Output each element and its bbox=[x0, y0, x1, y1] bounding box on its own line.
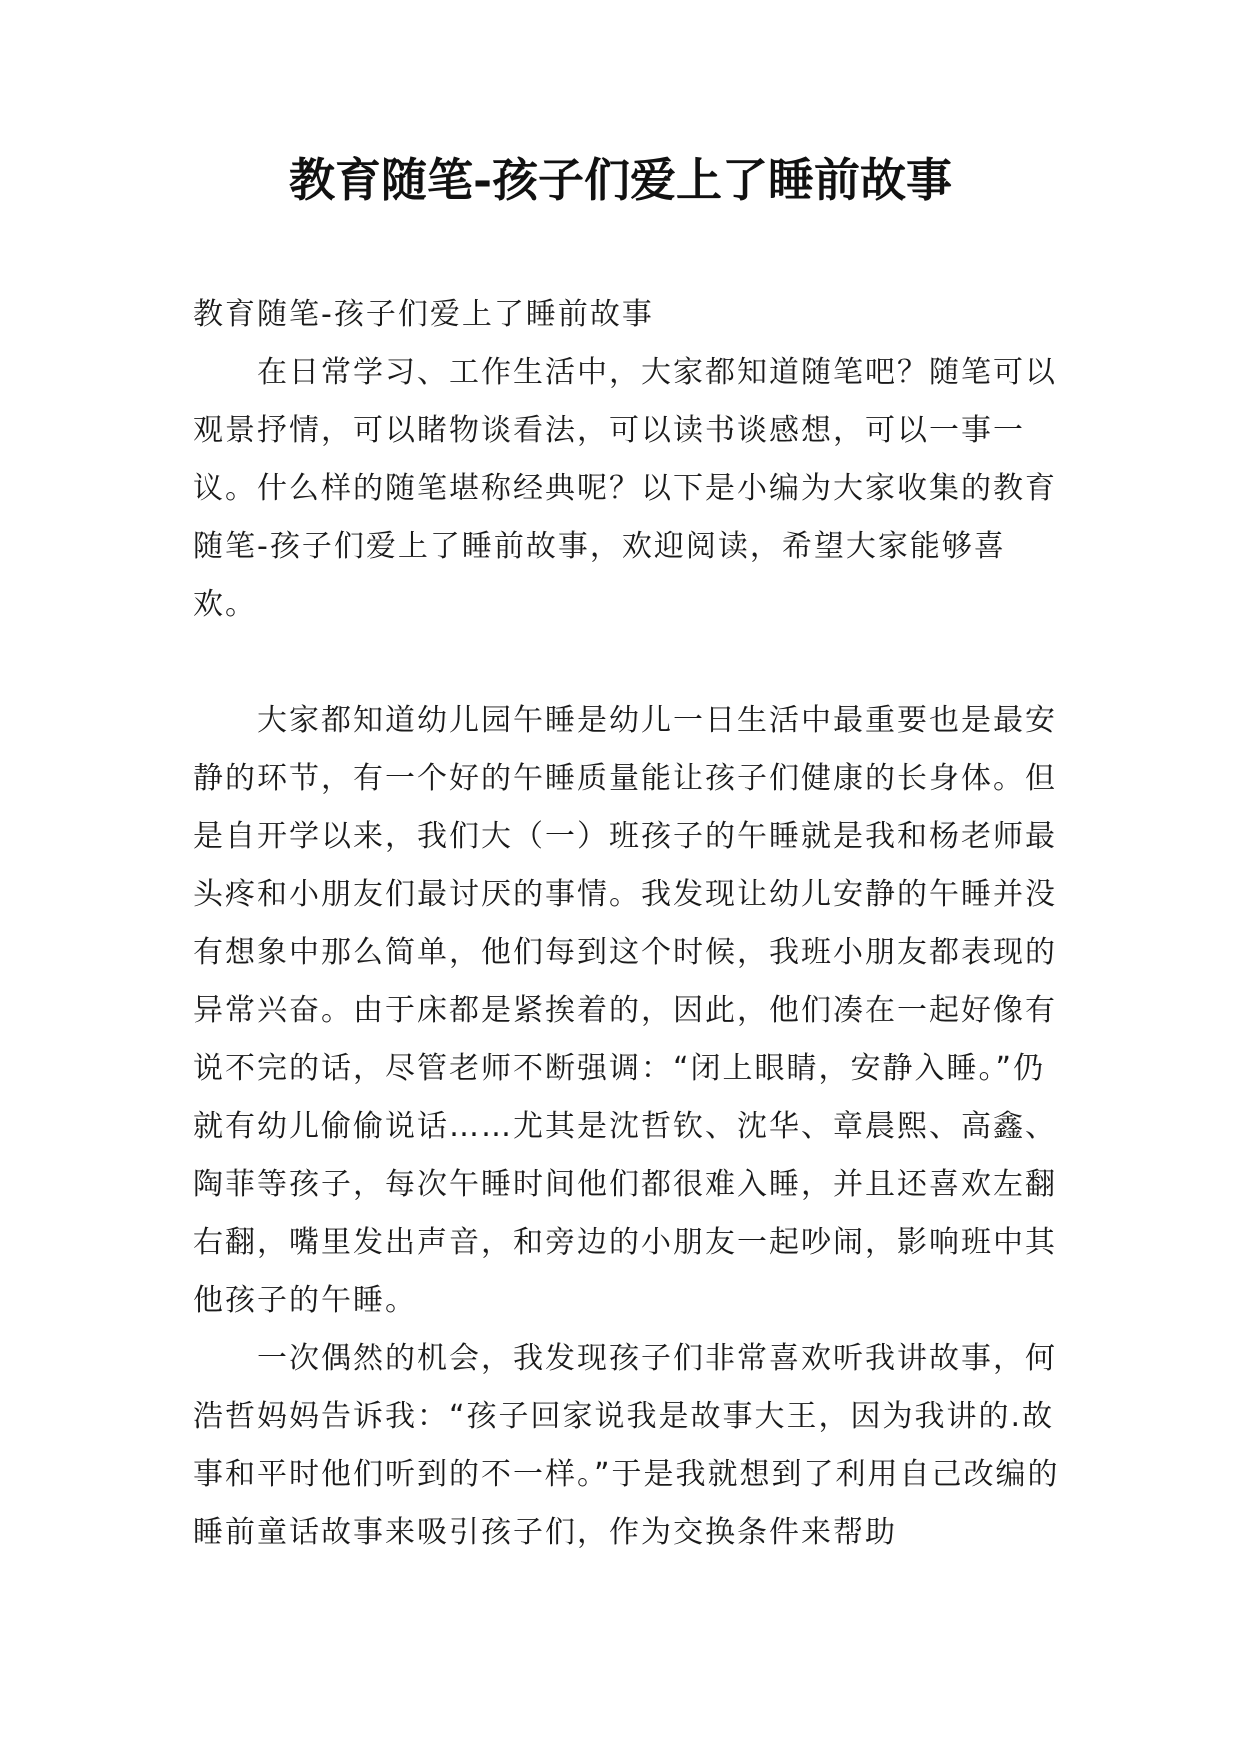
document-title: 教育随笔-孩子们爱上了睡前故事 bbox=[288, 153, 953, 207]
document-subtitle: 教育随笔-孩子们爱上了睡前故事 bbox=[193, 297, 654, 332]
paragraph-nap-problem: 大家都知道幼儿园午睡是幼儿一日生活中最重要也是最安静的环节，有一个好的午睡质量能让孩子们健康的长身体。但是自开学以来，我们大（一）班孩子的午睡就是我和杨老师最头疼和小朋友们最讨厌的事情。我发现让幼儿安静的午睡并没有想象中那么简单，他们每到这个时候，我班小朋友都表现的异常兴奋。由于床都是紧挨着的，因此，他们凑在一起好像有说不完的话，尽管老师不断强调：“闭上眼睛，安静入睡。”仍就有幼儿偷偷说话……尤其是沈哲钦、沈华、章晨熙、高鑫、陶菲等孩子，每次午睡时间他们都很难入睡，并且还喜欢左翻右翻，嘴里发出声音，和旁边的小朋友一起吵闹，影响班中其他孩子的午睡。 bbox=[193, 703, 1057, 1318]
paragraph-spacer bbox=[193, 634, 1063, 692]
paragraph-story-idea: 一次偶然的机会，我发现孩子们非常喜欢听我讲故事，何浩哲妈妈告诉我：“孩子回家说我是故事大王，因为我讲的.故事和平时他们听到的不一样。”于是我就想到了利用自己改编的睡前童话故事来吸引孩子们，作为交换条件来帮助 bbox=[193, 1341, 1060, 1550]
paragraph-intro: 在日常学习、工作生活中，大家都知道随笔吧？随笔可以观景抒情，可以睹物谈看法，可以读书谈感想，可以一事一议。什么样的随笔堪称经典呢？以下是小编为大家收集的教育随笔-孩子们爱上了睡前故事，欢迎阅读，希望大家能够喜欢。 bbox=[193, 355, 1057, 622]
document-body bbox=[193, 286, 1063, 1562]
